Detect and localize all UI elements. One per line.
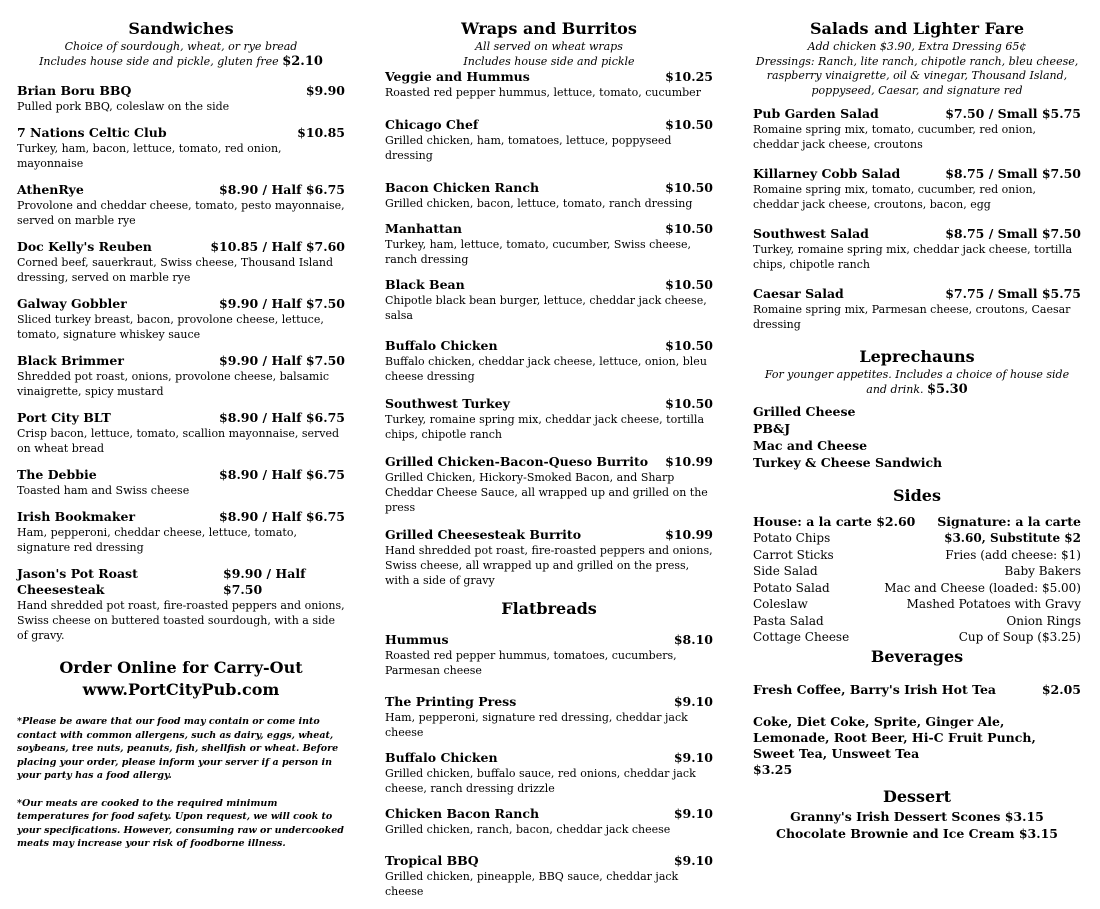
menu-item-name: Pub Garden Salad bbox=[753, 106, 879, 121]
menu-item-name: Doc Kelly's Reuben bbox=[17, 239, 152, 254]
menu-item-description: Crisp bacon, lettuce, tomato, scallion mayonnaise, served on wheat bread bbox=[17, 427, 340, 455]
sides-row bbox=[753, 563, 1081, 580]
menu-item-description: Romaine spring mix, Parmesan cheese, croutons, Caesar dressing bbox=[753, 303, 1071, 331]
menu-item-name: AthenRye bbox=[17, 182, 84, 197]
sides-row bbox=[753, 613, 1081, 630]
house-side: Coleslaw bbox=[753, 597, 808, 611]
menu-item-header bbox=[17, 566, 345, 598]
menu-item-name: The Debbie bbox=[17, 467, 97, 482]
menu-item-price: $9.90 bbox=[305, 83, 345, 98]
signature-side: Onion Rings bbox=[1006, 613, 1081, 628]
signature-side: Baby Bakers bbox=[1004, 564, 1081, 578]
wrap-list bbox=[385, 69, 713, 588]
allergy-notice: *Please be aware that our food may contain or come into contact with common allergens, such as dairy, eggs, wheat, soybeans, tree nuts, peanuts, fish, shellfish or wheat. Before placing your order, please inform your server if a person in your party has a food allergy. bbox=[17, 716, 339, 781]
sides-row bbox=[753, 580, 1081, 597]
menu-item-header bbox=[385, 853, 713, 869]
menu-item-description: Grilled chicken, bacon, lettuce, tomato, ranch dressing bbox=[385, 197, 693, 210]
sides-table bbox=[753, 530, 1081, 646]
menu-item-description: Grilled chicken, ranch, bacon, cheddar jack cheese bbox=[385, 823, 671, 836]
menu-item-header bbox=[385, 221, 713, 237]
signature-sides-header: Signature: a la carte bbox=[937, 514, 1081, 529]
signature-side: $3.60, Substitute $2 bbox=[944, 531, 1081, 545]
menu-item-name: Chicken Bacon Ranch bbox=[385, 806, 540, 821]
wraps-title: Wraps and Burritos bbox=[461, 19, 637, 38]
menu-item-name: The Printing Press bbox=[385, 694, 517, 709]
leprechauns-price: $5.30 bbox=[927, 381, 968, 397]
dessert-item: Granny's Irish Dessert Scones $3.15 bbox=[790, 808, 1044, 824]
sides-title: Sides bbox=[892, 486, 941, 505]
menu-item-description: Turkey, ham, bacon, lettuce, tomato, red onion, mayonnaise bbox=[17, 142, 282, 170]
sides-header bbox=[753, 513, 1081, 530]
menu-item-name: Chicago Chef bbox=[385, 117, 479, 132]
menu-item-price: $9.10 bbox=[673, 694, 713, 709]
leprechauns-subtitle: For younger appetites. Includes a choice of house side and drink. $5.30 bbox=[764, 368, 1070, 397]
menu-item bbox=[385, 338, 713, 384]
menu-item-price: $10.50 bbox=[665, 338, 713, 353]
menu-item-price: $10.85 / Half $7.60 bbox=[210, 239, 345, 254]
dessert-item: Chocolate Brownie and Ice Cream $3.15 bbox=[776, 825, 1058, 841]
menu-item-description: Roasted red pepper hummus, lettuce, tomato, cucumber bbox=[385, 86, 701, 99]
menu-item-header bbox=[385, 277, 713, 293]
sides-row bbox=[753, 530, 1081, 547]
menu-item-description: Romaine spring mix, tomato, cucumber, red onion, cheddar jack cheese, croutons, bacon, egg bbox=[753, 183, 1037, 211]
menu-item-price: $10.50 bbox=[665, 277, 713, 292]
salad-list bbox=[753, 106, 1081, 332]
menu-item-description: Buffalo chicken, cheddar jack cheese, lettuce, onion, bleu cheese dressing bbox=[385, 355, 707, 383]
menu-item-description: Pulled pork BBQ, coleslaw on the side bbox=[17, 100, 230, 113]
leprechauns-item: PB&J bbox=[753, 421, 791, 436]
menu-item bbox=[385, 527, 713, 588]
sandwiches-subtitle: Choice of sourdough, wheat, or rye bread bbox=[64, 40, 298, 53]
menu-item-name: Black Brimmer bbox=[17, 353, 124, 368]
menu-item bbox=[17, 509, 345, 555]
menu-item-header bbox=[753, 106, 1081, 122]
menu-item-header bbox=[385, 338, 713, 354]
menu-item-price: $10.50 bbox=[665, 180, 713, 195]
menu-item bbox=[17, 467, 345, 498]
menu-item bbox=[385, 853, 713, 899]
menu-item-description: Toasted ham and Swiss cheese bbox=[17, 484, 190, 497]
menu-item-name: Port City BLT bbox=[17, 410, 111, 425]
leprechauns-item: Turkey & Cheese Sandwich bbox=[753, 455, 943, 470]
menu-item-name: 7 Nations Celtic Club bbox=[17, 125, 167, 140]
menu-item-price: $9.90 / Half $7.50 bbox=[219, 296, 345, 311]
menu-item-name: Irish Bookmaker bbox=[17, 509, 136, 524]
menu-item-price: $8.90 / Half $6.75 bbox=[219, 182, 345, 197]
menu-item bbox=[385, 180, 713, 211]
sides-row bbox=[753, 629, 1081, 646]
house-side: Cottage Cheese bbox=[753, 630, 850, 644]
menu-item-price: $10.50 bbox=[665, 396, 713, 411]
soda-list: Coke, Diet Coke, Sprite, Ginger Ale, Lemonade, Root Beer, Hi-C Fruit Punch, Sweet Tea, Unsweet Tea bbox=[753, 713, 1036, 761]
menu-item bbox=[385, 632, 713, 678]
menu-item-header bbox=[753, 286, 1081, 302]
menu-item-price: $10.99 bbox=[665, 527, 713, 542]
menu-item-name: Brian Boru BBQ bbox=[17, 83, 132, 98]
menu-item bbox=[385, 806, 713, 837]
menu-item-header bbox=[753, 226, 1081, 242]
menu-item-name: Jason's Pot Roast Cheesesteak bbox=[17, 566, 138, 597]
menu-item-description: Hand shredded pot roast, fire-roasted peppers and onions, Swiss cheese on buttered toasted sourdough, with a side of gravy. bbox=[17, 599, 345, 642]
menu-item-description: Turkey, romaine spring mix, cheddar jack cheese, tortilla chips, chipotle ranch bbox=[385, 413, 704, 441]
dessert-title: Dessert bbox=[882, 786, 952, 806]
menu-item-price: $9.10 bbox=[673, 806, 713, 821]
menu-item-description: Grilled chicken, buffalo sauce, red onions, cheddar jack cheese, ranch dressing drizzle bbox=[385, 767, 696, 795]
menu-item-header bbox=[17, 467, 345, 483]
meat-notice: *Our meats are cooked to the required minimum temperatures for food safety. Upon request, we will cook to your specifications. However, consuming raw or undercooked meats may increase your risk of foodborne illness. bbox=[17, 797, 344, 849]
menu-item-header bbox=[385, 750, 713, 766]
coffee-item bbox=[753, 682, 1081, 698]
leprechauns-title: Leprechauns bbox=[859, 347, 975, 366]
menu-item bbox=[385, 221, 713, 267]
menu-item-name: Southwest Turkey bbox=[385, 396, 510, 411]
menu-item-price: $8.75 / Small $7.50 bbox=[945, 166, 1081, 181]
house-sides-header: House: a la carte $2.60 bbox=[753, 514, 916, 529]
menu-item bbox=[753, 166, 1081, 212]
menu-item bbox=[753, 106, 1081, 152]
menu-item-name: Buffalo Chicken bbox=[385, 338, 498, 353]
dressings-list: Dressings: Ranch, lite ranch, chipotle ranch, bleu cheese, raspberry vinaigrette, oil & vinegar, Thousand Island, poppyseed, Caesar, and signature red bbox=[755, 54, 1079, 97]
menu-item-header bbox=[17, 410, 345, 426]
menu-item bbox=[385, 454, 713, 515]
menu-item-name: Bacon Chicken Ranch bbox=[385, 180, 540, 195]
menu-item bbox=[17, 239, 345, 285]
house-side: Pasta Salad bbox=[753, 613, 824, 628]
menu-item bbox=[385, 750, 713, 796]
menu-item-price: $7.75 / Small $5.75 bbox=[945, 286, 1081, 301]
menu-item-price: $10.99 bbox=[665, 454, 713, 469]
order-online-text: Order Online for Carry-Out bbox=[59, 658, 303, 677]
menu-item bbox=[17, 353, 345, 399]
menu-item-price: $10.50 bbox=[665, 221, 713, 236]
beverages-title: Beverages bbox=[870, 646, 964, 666]
signature-side: Mashed Potatoes with Gravy bbox=[906, 597, 1081, 611]
menu-item bbox=[385, 69, 713, 100]
menu-item-price: $8.90 / Half $6.75 bbox=[219, 410, 345, 425]
sandwiches-title: Sandwiches bbox=[128, 19, 234, 38]
menu-item-header bbox=[385, 527, 713, 543]
menu-item-header bbox=[385, 632, 713, 648]
soda-price: $3.25 bbox=[753, 761, 793, 777]
menu-item-header bbox=[17, 296, 345, 312]
menu-item-description: Shredded pot roast, onions, provolone cheese, balsamic vinaigrette, spicy mustard bbox=[17, 370, 330, 398]
menu-item-name: Caesar Salad bbox=[753, 286, 844, 301]
order-online-link[interactable]: www.PortCityPub.com bbox=[82, 680, 280, 699]
menu-item-header bbox=[17, 83, 345, 99]
menu-item bbox=[385, 277, 713, 323]
house-side: Side Salad bbox=[753, 564, 818, 578]
salads-subtitle: Add chicken $3.90, Extra Dressing 65¢ bbox=[807, 40, 1027, 53]
menu-item-description: Turkey, romaine spring mix, cheddar jack cheese, tortilla chips, chipotle ranch bbox=[753, 243, 1072, 271]
sandwiches-subtitle-2: Includes house side and pickle, gluten free $2.10 bbox=[39, 53, 323, 69]
menu-item bbox=[17, 182, 345, 228]
menu-item-header bbox=[17, 509, 345, 525]
menu-item-name: Killarney Cobb Salad bbox=[753, 166, 901, 181]
menu-item-description: Ham, pepperoni, signature red dressing, cheddar jack cheese bbox=[385, 711, 688, 739]
menu-item bbox=[17, 296, 345, 342]
menu-item-name: Veggie and Hummus bbox=[385, 69, 530, 84]
menu-item-description: Chipotle black bean burger, lettuce, cheddar jack cheese, salsa bbox=[385, 294, 707, 322]
menu-item bbox=[17, 125, 345, 171]
leprechauns-item: Grilled Cheese bbox=[753, 404, 856, 419]
menu-item-header bbox=[385, 454, 713, 470]
menu-item-header bbox=[17, 353, 345, 369]
menu-item-header bbox=[17, 125, 345, 141]
menu-item-price: $7.50 / Small $5.75 bbox=[945, 106, 1081, 121]
menu-item-name: Grilled Chicken-Bacon-Queso Burrito bbox=[385, 454, 649, 469]
signature-side: Cup of Soup ($3.25) bbox=[958, 630, 1081, 644]
menu-item-price: $8.10 bbox=[673, 632, 713, 647]
menu-item-description: Ham, pepperoni, cheddar cheese, lettuce, tomato, signature red dressing bbox=[17, 526, 297, 554]
salads-title: Salads and Lighter Fare bbox=[809, 19, 1025, 38]
menu-item-header bbox=[385, 69, 713, 85]
menu-item bbox=[385, 396, 713, 442]
menu-item-price: $8.90 / Half $6.75 bbox=[219, 467, 345, 482]
menu-item-price: $9.10 bbox=[673, 750, 713, 765]
menu-item bbox=[385, 694, 713, 740]
menu-item-description: Romaine spring mix, tomato, cucumber, red onion, cheddar jack cheese, croutons bbox=[753, 123, 1037, 151]
wraps-subtitle-2: Includes house side and pickle bbox=[463, 54, 635, 68]
menu-item-description: Roasted red pepper hummus, tomatoes, cucumbers, Parmesan cheese bbox=[385, 649, 677, 677]
menu-item-header bbox=[385, 180, 713, 196]
menu-item-description: Turkey, ham, lettuce, tomato, cucumber, Swiss cheese, ranch dressing bbox=[385, 238, 692, 266]
wraps-column bbox=[385, 18, 713, 909]
flatbreads-title: Flatbreads bbox=[501, 599, 597, 618]
dessert-list bbox=[753, 808, 1081, 842]
menu-item-header bbox=[385, 694, 713, 710]
menu-item-price: $10.25 bbox=[665, 69, 713, 84]
menu-item-description: Grilled chicken, pineapple, BBQ sauce, cheddar jack cheese bbox=[385, 870, 679, 898]
menu-item-name: Grilled Cheesesteak Burrito bbox=[385, 527, 582, 542]
gluten-free-price: $2.10 bbox=[282, 53, 323, 69]
menu-item-name: Buffalo Chicken bbox=[385, 750, 498, 765]
menu-item-description: Grilled chicken, ham, tomatoes, lettuce, poppyseed dressing bbox=[385, 134, 672, 162]
menu-item-price: $9.10 bbox=[673, 853, 713, 868]
menu-item bbox=[753, 286, 1081, 332]
menu-item-price: $10.85 bbox=[297, 125, 345, 140]
house-side: Potato Chips bbox=[753, 531, 831, 545]
flatbread-list bbox=[385, 632, 713, 899]
coffee-name: Fresh Coffee, Barry's Irish Hot Tea bbox=[753, 681, 996, 697]
coffee-price: $2.05 bbox=[1041, 681, 1081, 697]
sides-row bbox=[753, 596, 1081, 613]
leprechauns-item: Mac and Cheese bbox=[753, 438, 868, 453]
order-online bbox=[17, 657, 345, 701]
menu-item-name: Galway Gobbler bbox=[17, 296, 127, 311]
house-side: Carrot Sticks bbox=[753, 547, 834, 562]
menu-item bbox=[753, 226, 1081, 272]
menu-item-price: $8.75 / Small $7.50 bbox=[945, 226, 1081, 241]
menu-item-price: $10.50 bbox=[665, 117, 713, 132]
menu-item-description: Grilled Chicken, Hickory-Smoked Bacon, and Sharp Cheddar Cheese Sauce, all wrapped up and grilled on the press bbox=[385, 471, 708, 514]
menu-item-header bbox=[17, 182, 345, 198]
menu-item-description: Provolone and cheddar cheese, tomato, pesto mayonnaise, served on marble rye bbox=[17, 199, 345, 227]
menu-item bbox=[385, 117, 713, 163]
menu-item-header bbox=[385, 396, 713, 412]
menu-item bbox=[17, 566, 345, 643]
signature-side: Mac and Cheese (loaded: $5.00) bbox=[884, 580, 1081, 595]
menu-item-description: Sliced turkey breast, bacon, provolone cheese, lettuce, tomato, signature whiskey sauce bbox=[17, 313, 324, 341]
menu-item-header bbox=[17, 239, 345, 255]
menu-item-description: Corned beef, sauerkraut, Swiss cheese, Thousand Island dressing, served on marble rye bbox=[17, 256, 334, 284]
salads-column bbox=[753, 18, 1081, 842]
menu-item-name: Black Bean bbox=[385, 277, 465, 292]
sides-row bbox=[753, 547, 1081, 564]
menu-item-name: Hummus bbox=[385, 632, 449, 647]
wraps-subtitle: All served on wheat wraps bbox=[475, 40, 623, 53]
house-side: Potato Salad bbox=[753, 580, 830, 595]
menu-item bbox=[17, 410, 345, 456]
menu-item-header bbox=[753, 166, 1081, 182]
menu-item-price: $9.90 / Half $7.50 bbox=[219, 353, 345, 368]
menu-item-price: $8.90 / Half $6.75 bbox=[219, 509, 345, 524]
menu-item-name: Southwest Salad bbox=[753, 226, 869, 241]
sandwiches-column bbox=[17, 18, 345, 851]
menu-item-price: $9.90 / Half $7.50 bbox=[223, 566, 306, 597]
menu-item-header bbox=[385, 806, 713, 822]
menu-item-name: Manhattan bbox=[385, 221, 462, 236]
menu-item-header bbox=[385, 117, 713, 133]
leprechauns-list bbox=[753, 403, 1081, 471]
menu-item bbox=[17, 83, 345, 114]
signature-side: Fries (add cheese: $1) bbox=[945, 547, 1081, 562]
sandwich-list bbox=[17, 83, 345, 643]
menu-item-name: Tropical BBQ bbox=[385, 853, 479, 868]
menu-item-description: Hand shredded pot roast, fire-roasted peppers and onions, Swiss cheese, all wrapped up and grilled on the press, with a side of gravy bbox=[385, 544, 713, 587]
